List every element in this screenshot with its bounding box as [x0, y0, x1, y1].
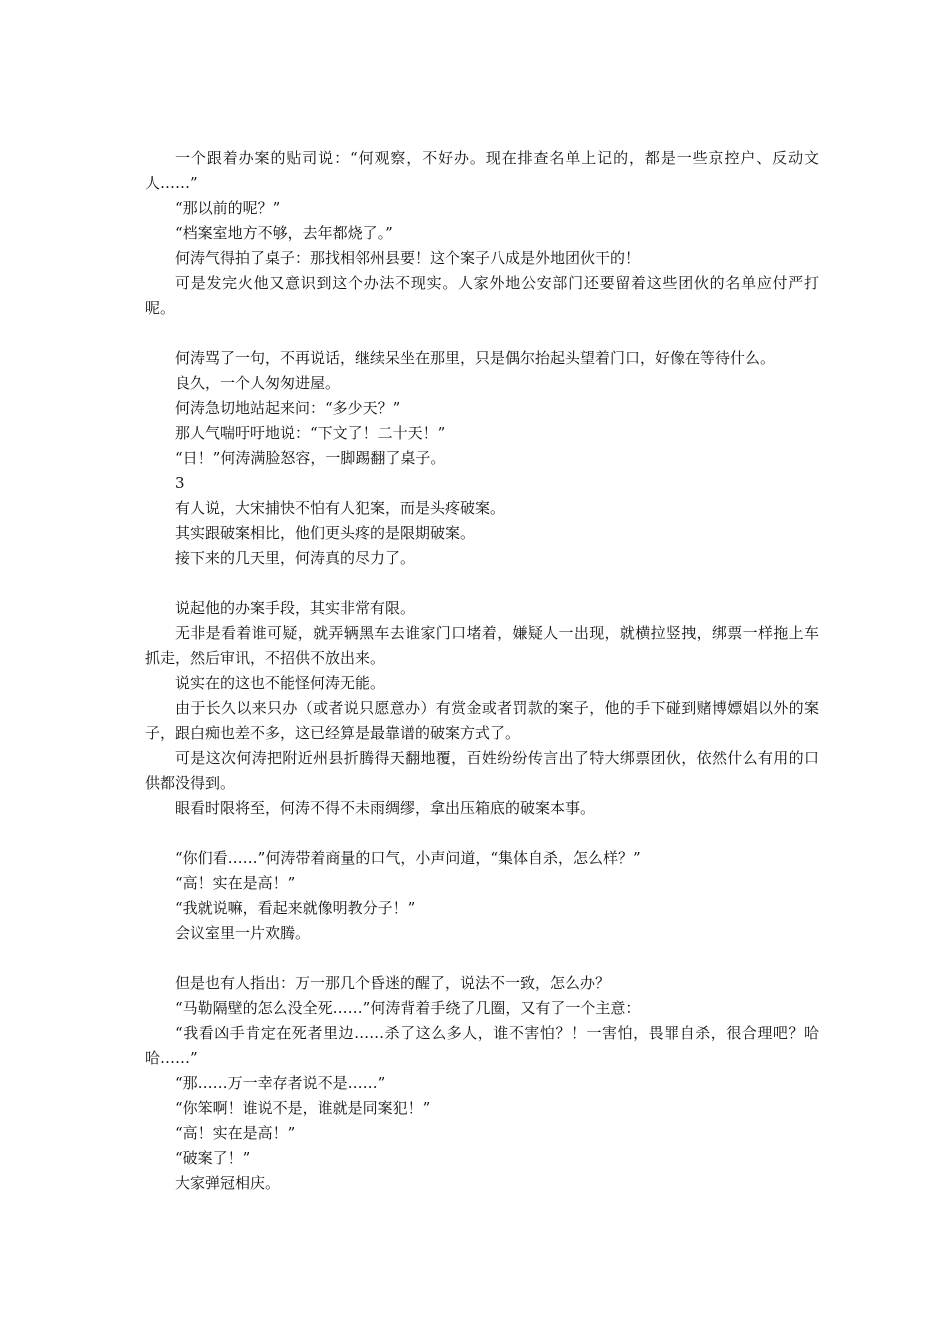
paragraph: “破案了！”	[175, 1149, 251, 1167]
paragraph: 那人气喘吁吁地说：“下文了！二十天！”	[175, 424, 446, 442]
paragraph: “你们看……”何涛带着商量的口气，小声问道，“集体自杀，怎么样？”	[175, 849, 641, 867]
paragraph: “马勒隔壁的怎么没全死……”何涛背着手绕了几圈，又有了一个主意：	[175, 999, 641, 1017]
paragraph: 眼看时限将至，何涛不得不未雨绸缪，拿出压箱底的破案本事。	[175, 799, 596, 817]
paragraph: “我看凶手肯定在死者里边……杀了这么多人，谁不害怕？！一害怕，畏罪自杀，很合理吧？哈哈……”	[145, 1024, 819, 1067]
paragraph: 会议室里一片欢腾。	[175, 924, 311, 942]
paragraph: 接下来的几天里，何涛真的尽力了。	[175, 549, 416, 567]
paragraph: “你笨啊！谁说不是，谁就是同案犯！”	[175, 1099, 431, 1117]
paragraph: “档案室地方不够，去年都烧了。”	[175, 224, 393, 242]
paragraph: 由于长久以来只办（或者说只愿意办）有赏金或者罚款的案子，他的手下碰到赌博嫖娼以外的案子，跟白痴也差不多，这已经算是最靠谱的破案方式了。	[145, 699, 819, 742]
paragraph: 可是这次何涛把附近州县折腾得天翻地覆，百姓纷纷传言出了特大绑票团伙，依然什么有用的口供都没得到。	[145, 749, 819, 792]
paragraph: 何涛气得拍了桌子：那找相邻州县要！这个案子八成是外地团伙干的！	[175, 249, 641, 267]
paragraph-gap	[145, 321, 819, 346]
paragraph: 说起他的办案手段，其实非常有限。	[175, 599, 416, 617]
paragraph: 其实跟破案相比，他们更头疼的是限期破案。	[175, 524, 476, 542]
paragraph: “高！实在是高！”	[175, 874, 296, 892]
paragraph-gap	[145, 571, 819, 596]
paragraph: 何涛骂了一句，不再说话，继续呆坐在那里，只是偶尔抬起头望着门口，好像在等待什么。	[175, 349, 776, 367]
document-body	[145, 146, 819, 1196]
paragraph: 但是也有人指出：万一那几个昏迷的醒了，说法不一致，怎么办？	[175, 974, 611, 992]
paragraph: “日！”何涛满脸怒容，一脚踢翻了桌子。	[175, 449, 446, 467]
paragraph-gap	[145, 946, 819, 971]
paragraph: 何涛急切地站起来问：“多少天？”	[175, 399, 401, 417]
paragraph: 无非是看着谁可疑，就弄辆黑车去谁家门口堵着，嫌疑人一出现，就横拉竖拽，绑票一样拖上车抓走，然后审讯，不招供不放出来。	[145, 624, 819, 667]
paragraph: 说实在的这也不能怪何涛无能。	[175, 674, 386, 692]
paragraph: “高！实在是高！”	[175, 1124, 296, 1142]
paragraph: 可是发完火他又意识到这个办法不现实。人家外地公安部门还要留着这些团伙的名单应付严打呢。	[145, 274, 819, 317]
section-number: 3	[175, 474, 185, 492]
paragraph: 一个跟着办案的贴司说：“何观察，不好办。现在排查名单上记的，都是一些京控户、反动文人……”	[145, 149, 819, 192]
paragraph: “那以前的呢？”	[175, 199, 281, 217]
paragraph: 有人说，大宋捕快不怕有人犯案，而是头疼破案。	[175, 499, 506, 517]
paragraph: “我就说嘛，看起来就像明教分子！”	[175, 899, 416, 917]
paragraph: 良久，一个人匆匆进屋。	[175, 374, 341, 392]
paragraph: 大家弹冠相庆。	[175, 1174, 281, 1192]
paragraph: “那……万一幸存者说不是……”	[175, 1074, 386, 1092]
paragraph-gap	[145, 821, 819, 846]
